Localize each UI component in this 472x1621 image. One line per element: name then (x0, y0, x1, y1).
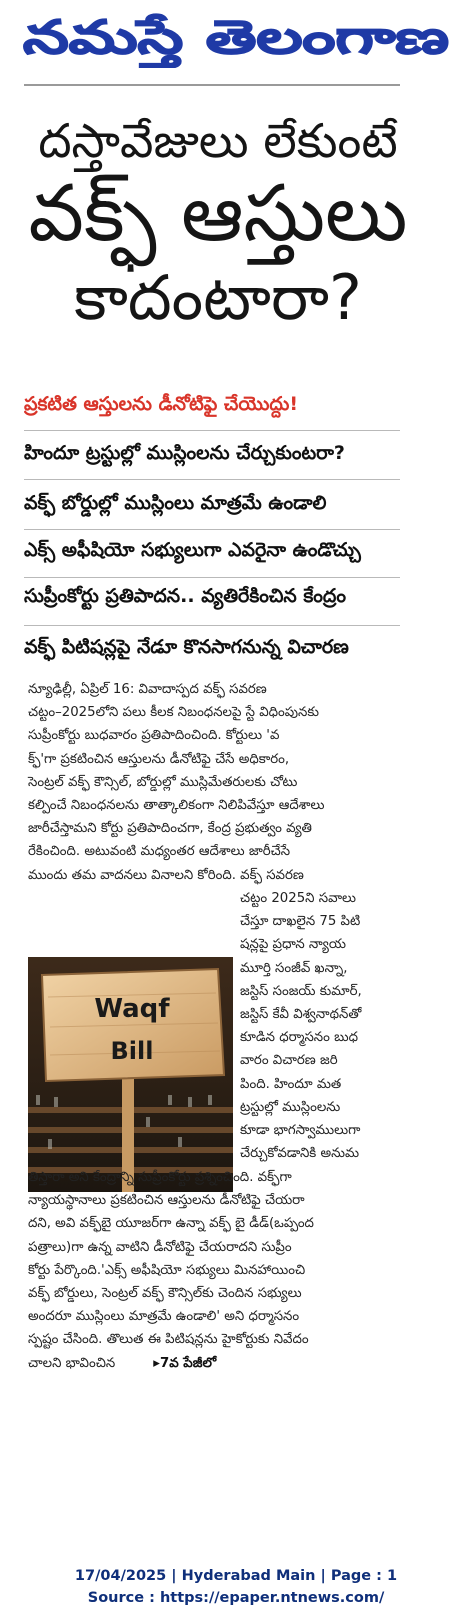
footer-source[interactable]: Source : https://epaper.ntnews.com/ (87, 1590, 385, 1606)
article-body-top (28, 678, 408, 887)
body-line: చేస్తూ దాఖలైన 75 పిటి (240, 914, 361, 930)
body-line: కోర్టు పేర్కొంది.'ఎక్స్ అఫీషియో సభ్యులు మినహాయించి (28, 1262, 306, 1278)
headline-line-2: వక్ఫ్ ఆస్తులు (28, 169, 408, 259)
body-line: చట్టం 2025ని సవాలు (240, 891, 357, 906)
body-line: అందరూ ముస్లింలు మాత్రమే ఉండాలి' అని ధర్మాసనం (28, 1309, 300, 1325)
body-line: జారీచేస్తామని కోర్టు ప్రతిపాదించగా, కేంద్ర ప్రభుత్వం వ్యతి (28, 821, 312, 837)
body-line: కల్పించే నిబంధనలను తాత్కాలికంగా నిలిపివేస్తూ ఆదేశాలు (28, 798, 325, 814)
body-line: న్యూఢిల్లీ, ఏప్రిల్ 16: వివాదాస్పద వక్ఫ్ సవరణ (28, 682, 267, 697)
body-line: తిస్తారా అని కేంద్రాన్ని సుప్రీంకోర్టు ప్రశ్నించింది. వక్ఫ్‌గా (28, 1170, 292, 1185)
body-line: స్పష్టం చేసింది. తొలుత ఈ పిటిషన్లను హైకోర్టుకు నివేదం (28, 1332, 309, 1348)
continued-on-page-7[interactable]: ▸7వ పేజీలో (153, 1355, 217, 1371)
body-line: చేర్చుకోవడానికి అనుమ (240, 1146, 360, 1162)
body-line: సుప్రీంకోర్టు బుధవారం ప్రతిపాదించింది. కోర్టులు 'వ (28, 728, 280, 744)
article-body-bottom (28, 1166, 408, 1375)
body-line: కూడా భాగస్వాములుగా (240, 1123, 361, 1139)
masthead-title: నమస్తే తెలంగాణ (23, 10, 325, 64)
body-line-end: చాలని భావించిన (28, 1355, 116, 1371)
subhead: ఎక్స్ అఫీషియో సభ్యులుగా ఎవరైనా ఉండొచ్చు (24, 539, 361, 561)
sign-word-waqf: Waqf (94, 994, 170, 1024)
divider (24, 625, 400, 626)
footer-date-edition: 17/04/2025 | Hyderabad Main | Page : 1 (74, 1568, 398, 1584)
article-body-side (240, 887, 410, 1165)
body-line: క్ఫ్'గా ప్రకటించిన ఆస్తులను డీనోటిఫై చేసే అధికారం, (28, 751, 290, 767)
subhead: ప్రకటిత ఆస్తులను డీనోటిఫై చేయొద్దు! (24, 393, 298, 415)
body-line: కూడిన ధర్మాసనం బుధ (240, 1030, 359, 1046)
body-line: ముందు తమ వాదనలు వినాలని కోరింది. వక్ఫ్ సవరణ (28, 867, 304, 883)
body-line: జస్టిస్ సంజయ్ కుమార్, (240, 983, 362, 999)
body-line: వారం విచారణ జరి (240, 1053, 338, 1069)
body-line: ట్రస్టుల్లో ముస్లింలను (240, 1099, 341, 1115)
body-line (28, 1352, 408, 1375)
body-line: షన్లపై ప్రధాన న్యాయ (240, 937, 346, 953)
divider (24, 577, 400, 578)
body-line: మూర్తి సంజీవ్ ఖన్నా, (240, 960, 348, 976)
divider (24, 430, 400, 431)
headline (28, 114, 408, 334)
body-line: చట్టం–2025లోని పలు కీలక నిబంధనలపై స్టే విధింపునకు (28, 705, 319, 721)
body-line: రేకించింది. అటువంటి మధ్యంతర ఆదేశాలు జారీచేసే (28, 844, 291, 860)
masthead-logo (20, 6, 452, 68)
body-line: సెంట్రల్ వక్ఫ్ కౌన్సిల్, బోర్డుల్లో ముస్లిమేతరులకు చోటు (28, 774, 298, 790)
body-line: జస్టిస్ కేవీ విశ్వనాథన్‌తో (240, 1007, 362, 1023)
subhead: వక్ఫ్ బోర్డుల్లో ముస్లింలు మాత్రమే ఉండాలి (24, 492, 327, 514)
divider (24, 529, 400, 530)
body-line: వక్ఫ్ బోర్డులు, సెంట్రల్ వక్ఫ్ కౌన్సిల్‌కు చెందిన సభ్యులు (28, 1286, 302, 1302)
subhead: సుప్రీంకోర్టు ప్రతిపాదన.. వ్యతిరేకించిన కేంద్రం (24, 585, 346, 607)
subhead: హిందూ ట్రస్టుల్లో ముస్లింలను చేర్చుకుంటరా? (24, 442, 345, 464)
headline-line-1: దస్తావేజులు లేకుంటే (38, 114, 398, 169)
body-line: న్యాయస్థానాలు ప్రకటించిన ఆస్తులను డీనోటిఫై చేయరా (28, 1193, 305, 1209)
divider (24, 479, 400, 480)
body-line: పింది. హిందూ మత (240, 1076, 342, 1092)
sign-word-bill: Bill (110, 1037, 154, 1065)
body-line: దని, అవి వక్ఫ్‌బై యూజర్‌గా ఉన్నా వక్ఫ్ బై డీడ్(ఒప్పంద (28, 1216, 314, 1232)
subhead: వక్ఫ్ పిటిషన్లపై నేడూ కొనసాగనున్న విచారణ (24, 636, 349, 658)
article-photo (28, 957, 233, 1192)
body-line: పత్రాలు)గా ఉన్న వాటిని డీనోటిఫై చేయరాదని సుప్రీం (28, 1239, 292, 1255)
divider (24, 84, 400, 86)
headline-line-3: కాదంటారా? (74, 261, 362, 334)
